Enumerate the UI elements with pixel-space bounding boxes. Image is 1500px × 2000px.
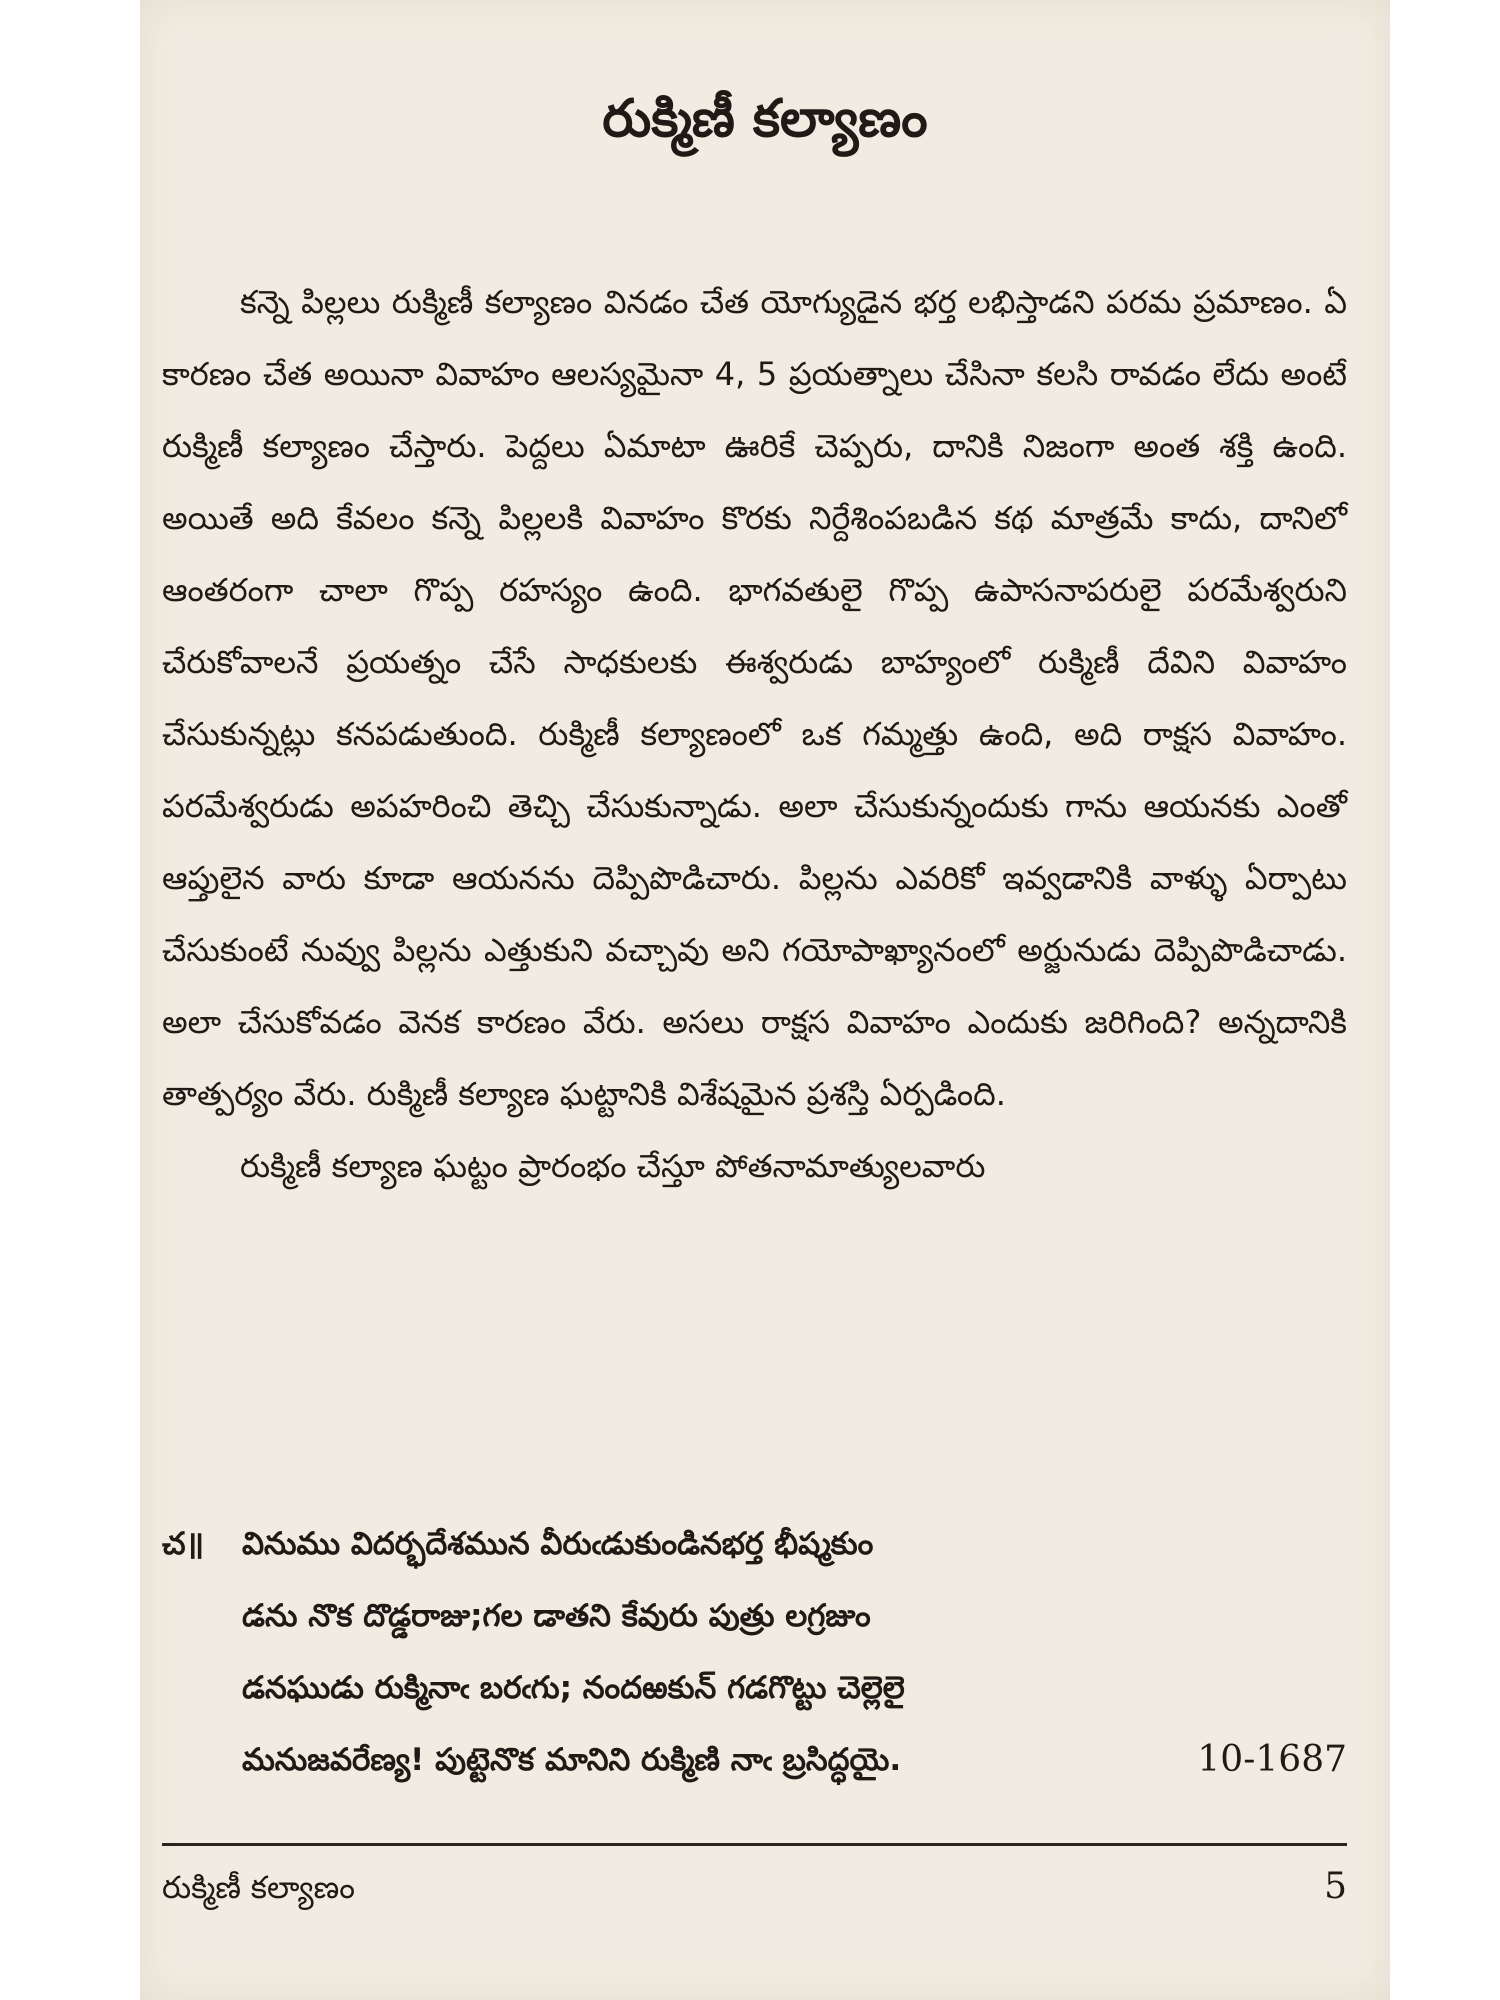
paragraph: రుక్మిణీ కల్యాణ ఘట్టం ప్రారంభం చేస్తూ పోతనామాత్యులవారు [240,1147,986,1185]
poem-block [162,1508,1347,1796]
chapter-title: రుక్మిణీ కల్యాణం [602,89,928,149]
poem-line: డను నొక దొడ్డరాజు;గల డాతని కేవురు పుత్రు లగ్రజుం [242,1598,871,1634]
poem-line: డనఘుడు రుక్మినాఁ బరఁగు; నందఱకున్ గడగొట్టు చెల్లెలై [242,1670,905,1706]
poem-lines [242,1508,1347,1796]
poem-meter-marker: చ॥ [162,1526,205,1562]
book-page [140,0,1390,2000]
running-footer-title: రుక్మిణీ కల్యాణం [162,1870,355,1906]
verse-reference: 10-1687 [1197,1739,1347,1780]
paragraph: కన్నె పిల్లలు రుక్మిణీ కల్యాణం వినడం చేత యోగ్యుడైన భర్త లభిస్తాడని పరమ ప్రమాణం. ఏ కారణం చేత అయినా వివాహం ఆలస్యమైనా 4, 5 ప్రయత్నాలు చేసినా కలసి రావడం లేదు అంటే రుక్మిణీ కల్యాణం చేస్తారు. పెద్దలు ఏమాటా ఊరికే చెప్పరు, దానికి నిజంగా అంత శక్తి ఉంది. అయితే అది కేవలం కన్నె పిల్లలకి వివాహం కొరకు నిర్దేశింపబడిన కథ మాత్రమే కాదు, దానిలో ఆంతరంగా చాలా గొప్ప రహస్యం ఉంది. భాగవతులై గొప్ప ఉపాసనాపరులై పరమేశ్వరుని చేరుకోవాలనే ప్రయత్నం చేసే సాధకులకు ఈశ్వరుడు బాహ్యంలో రుక్మిణీ దేవిని వివాహం చేసుకున్నట్లు కనపడుతుంది. రుక్మిణీ కల్యాణంలో ఒక గమ్మత్తు ఉంది, అది రాక్షస వివాహం. పరమేశ్వరుడు అపహరించి తెచ్చి చేసుకున్నాడు. అలా చేసుకున్నందుకు గాను ఆయనకు ఎంతో ఆప్తులైన వారు కూడా ఆయనను దెప్పిపొడిచారు. పిల్లను ఎవరికో ఇవ్వడానికి వాళ్ళు ఏర్పాటు చేసుకుంటే నువ్వు పిల్లను ఎత్తుకుని వచ్చావు అని గయోపాఖ్యానంలో అర్జునుడు దెప్పిపొడిచాడు. అలా చేసుకోవడం వెనక కారణం వేరు. అసలు రాక్షస వివాహం ఎందుకు జరిగింది? అన్నదానికి తాత్పర్యం వేరు. రుక్మిణీ కల్యాణ ఘట్టానికి విశేషమైన ప్రశస్తి ఏర్పడింది. [162,283,1347,1113]
page-number: 5 [1324,1866,1347,1907]
footer-divider [162,1843,1347,1846]
body-text [162,266,1347,1202]
poem-line: మనుజవరేణ్య! పుట్టెనొక మానిని రుక్మిణి నాఁ బ్రసిద్ధయై. [242,1742,902,1778]
poem-line: వినుము విదర్భదేశమున వీరుఁడుకుండినభర్త భీష్మకుం [242,1526,874,1562]
